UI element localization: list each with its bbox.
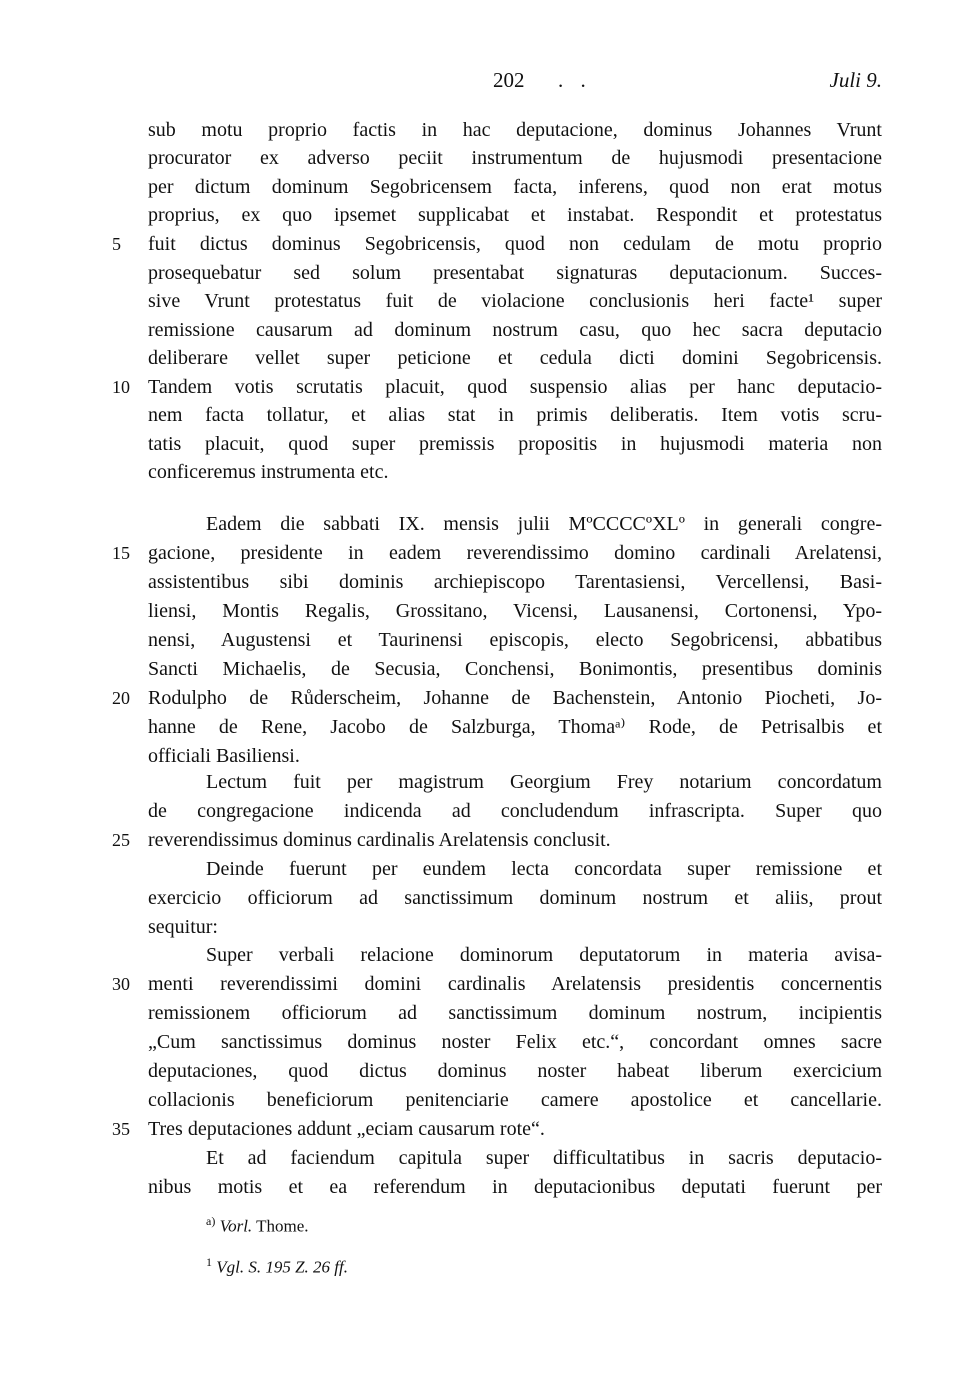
line-number: 15 [112,543,130,563]
text-line: remissionem officiorum ad sanctissimum dominum nostrum, incipientis [148,1002,882,1024]
running-title: Juli 9. [829,68,882,92]
text-line: Rodulpho de Růderscheim, Johanne de Bachenstein, Antonio Piocheti, Jo- [148,687,882,709]
text-line: sive Vrunt protestatus fuit de violacione conclusionis heri facte¹ super [148,290,882,312]
line-number: 5 [112,234,121,254]
footnote-a-text2: Thome. [256,1216,309,1236]
footnote-a-mark: a) [206,1214,216,1228]
line-number: 30 [112,974,130,994]
text-line: menti reverendissimi domini cardinalis Arelatensis presidentis concernentis [148,973,882,995]
text-line: sub motu proprio factis in hac deputacione, dominus Johannes Vrunt [148,119,882,141]
text-line: de congregacione indicenda ad concludendum infrascripta. Super quo [148,800,882,822]
text-line: sequitur: [148,916,218,938]
text-line: Super verbali relacione dominorum deputatorum in materia avisa- [206,944,882,966]
text-line: remissione causarum ad dominum nostrum casu, quo hec sacra deputacio [148,319,882,341]
text-line: Lectum fuit per magistrum Georgium Frey notarium concordatum [206,771,882,793]
text-line: deputaciones, quod dictus dominus noster habeat liberum exercicium [148,1060,882,1082]
text-line: Et ad faciendum capitula super difficultatibus in sacris deputacio- [206,1147,882,1169]
text-line: exercicio officiorum ad sanctissimum dominum nostrum et aliis, prout [148,887,882,909]
text-line: nensi, Augustensi et Taurinensi episcopis, electo Segobricensi, abbatibus [148,629,882,651]
line-number: 35 [112,1119,130,1139]
text-line: proprius, ex quo ipsemet supplicabat et instabat. Respondit et protestatus [148,204,882,226]
footnote-a [206,1210,309,1238]
footnote-1-text: Vgl. S. 195 Z. 26 ff. [216,1257,349,1277]
footnote-1 [206,1251,348,1279]
text-line: reverendissimus dominus cardinalis Arelatensis conclusit. [148,829,611,851]
text-line: tatis placuit, quod super premissis propositis in hujusmodi materia non [148,433,882,455]
text-line: officiali Basiliensi. [148,745,300,767]
text-line: deliberare vellet super peticione et cedula dicti domini Segobricensis. [148,347,882,369]
text-line: Tandem votis scrutatis placuit, quod suspensio alias per hanc deputacio- [148,376,882,398]
header-dots: . . [558,68,592,92]
text-line: Deinde fuerunt per eundem lecta concordata super remissione et [206,858,882,880]
text-line: Sancti Michaelis, de Secusia, Conchensi, Bonimontis, presentibus dominis [148,658,882,680]
text-line: procurator ex adverso peciit instrumentum de hujusmodi presentacione [148,147,882,169]
text-line: „Cum sanctissimus dominus noster Felix etc.“, concordant omnes sacre [148,1031,882,1053]
text-line: prosequebatur sed solum presentabat signaturas deputacionum. Succes- [148,262,882,284]
text-line: assistentibus sibi dominis archiepiscopo Tarentasiensi, Vercellensi, Basi- [148,571,882,593]
line-number: 10 [112,377,130,397]
text-line: fuit dictus dominus Segobricensis, quod non cedulam de motu proprio [148,233,882,255]
line-number: 20 [112,688,130,708]
text-line: nibus motis et ea referendum in deputacionibus deputati fuerunt per [148,1176,882,1198]
text-line: Tres deputaciones addunt „eciam causarum rote“. [148,1118,545,1140]
text-line: collacionis beneficiorum penitenciarie camere apostolice et cancellarie. [148,1089,882,1111]
text-line: Eadem die sabbati IX. mensis julii MºCCCCºXLº in generali congre- [206,513,882,535]
text-line: hanne de Rene, Jacobo de Salzburga, Thomaᵃ⁾ Rode, de Petrisalbis et [148,716,882,738]
line-number: 25 [112,830,130,850]
text-line: conficeremus instrumenta etc. [148,461,389,483]
text-line: nem facta tollatur, et alias stat in primis deliberatis. Item votis scru- [148,404,882,426]
page-header [148,68,882,98]
text-line: gacione, presidente in eadem reverendissimo domino cardinali Arelatensi, [148,542,882,564]
text-line: liensi, Montis Regalis, Grossitano, Vicensi, Lausanensi, Cortonensi, Ypo- [148,600,882,622]
text-line: per dictum dominum Segobricensem facta, inferens, quod non erat motus [148,176,882,198]
footnote-1-mark: 1 [206,1255,212,1269]
page-number: 202 [493,68,525,92]
footnote-a-text: Vorl. [219,1216,253,1236]
